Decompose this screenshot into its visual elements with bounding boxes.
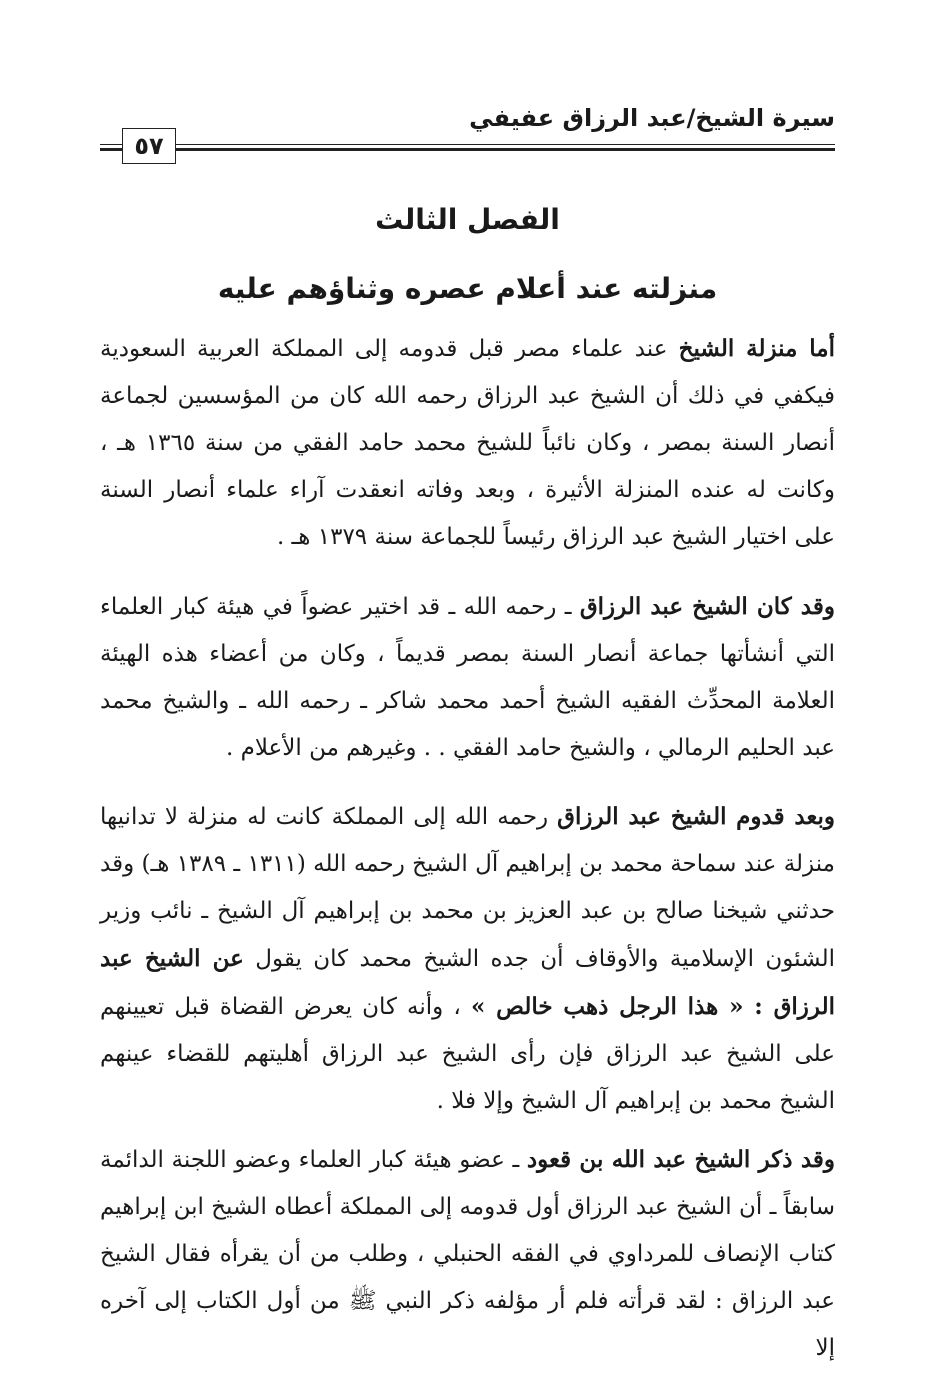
header-rule-thin bbox=[100, 144, 835, 145]
paragraph-lead: وقد كان الشيخ عبد الرزاق bbox=[579, 593, 835, 620]
section-title: منزلته عند أعلام عصره وثناؤهم عليه bbox=[217, 272, 718, 305]
paragraph-lead: أما منزلة الشيخ bbox=[678, 335, 835, 362]
paragraph-lead: وقد ذكر الشيخ عبد الله بن قعود bbox=[526, 1146, 835, 1173]
quote-bold: عن الشيخ عبد الرزاق : « هذا الرجل ذهب خالص » bbox=[100, 945, 836, 1020]
page-number: ٥٧ bbox=[122, 128, 176, 164]
running-header bbox=[100, 104, 835, 160]
chapter-title: الفصل الثالث bbox=[375, 203, 560, 236]
paragraph-4 bbox=[100, 1136, 835, 1372]
paragraph-body: ـ رحمه الله ـ قد اختير عضواً في هيئة كبار العلماء التي أنشأتها جماعة أنصار السنة بمصر قديماً ، وكان من أعضاء هذه الهيئة العلامة المحدِّث الفقيه الشيخ أحمد محمد شاكر ـ رحمه الله ـ والشيخ محمد عبد الحليم الرمالي ، والشيخ حامد الفقي . . وغيرهم من الأعلام . bbox=[100, 594, 835, 761]
paragraph-lead: وبعد قدوم الشيخ عبد الرزاق bbox=[557, 803, 835, 830]
paragraph-body: رحمه الله إلى المملكة كانت له منزلة لا تدانيها منزلة عند سماحة محمد بن إبراهيم آل الشيخ رحمه الله (١٣١١ ـ ١٣٨٩ هـ) وقد حدثني شيخنا صالح بن عبد العزيز بن محمد بن إبراهيم آل الشيخ ـ نائب وزير الشئون الإسلامية والأوقاف أن جده الشيخ محمد كان يقول bbox=[100, 804, 836, 972]
book-title: سيرة الشيخ/عبد الرزاق عفيفي bbox=[469, 104, 835, 132]
paragraph-tail: ، وأنه كان يعرض القضاة قبل تعيينهم على الشيخ عبد الرزاق فإن رأى الشيخ عبد الرزاق أهليتهم للقضاء عينهم الشيخ محمد بن إبراهيم آل الشيخ وإلا فلا . bbox=[100, 994, 835, 1114]
paragraph-1 bbox=[100, 325, 835, 561]
paragraph-body: ـ عضو هيئة كبار العلماء وعضو اللجنة الدائمة سابقاً ـ أن الشيخ عبد الرزاق أول قدومه إلى المملكة أعطاه الشيخ ابن إبراهيم كتاب الإنصاف للمرداوي في الفقه الحنبلي ، وطلب من أن يقرأه فقال الشيخ عبد الرزاق : لقد قرأته فلم أر مؤلفه ذكر النبي ﷺ من أول الكتاب إلى آخره إلا bbox=[100, 1147, 835, 1361]
paragraph-3 bbox=[100, 793, 835, 1125]
paragraph-2 bbox=[100, 583, 835, 772]
header-rule-thick bbox=[100, 148, 835, 151]
paragraph-body: عند علماء مصر قبل قدومه إلى المملكة العربية السعودية فيكفي في ذلك أن الشيخ عبد الرزاق رحمه الله كان من المؤسسين لجماعة أنصار السنة بمصر ، وكان نائباً للشيخ محمد حامد الفقي من سنة ١٣٦٥ هـ ، وكانت له عنده المنزلة الأثيرة ، وبعد وفاته انعقدت آراء علماء أنصار السنة على اختيار الشيخ عبد الرزاق رئيساً للجماعة سنة ١٣٧٩ هـ . bbox=[100, 336, 835, 550]
